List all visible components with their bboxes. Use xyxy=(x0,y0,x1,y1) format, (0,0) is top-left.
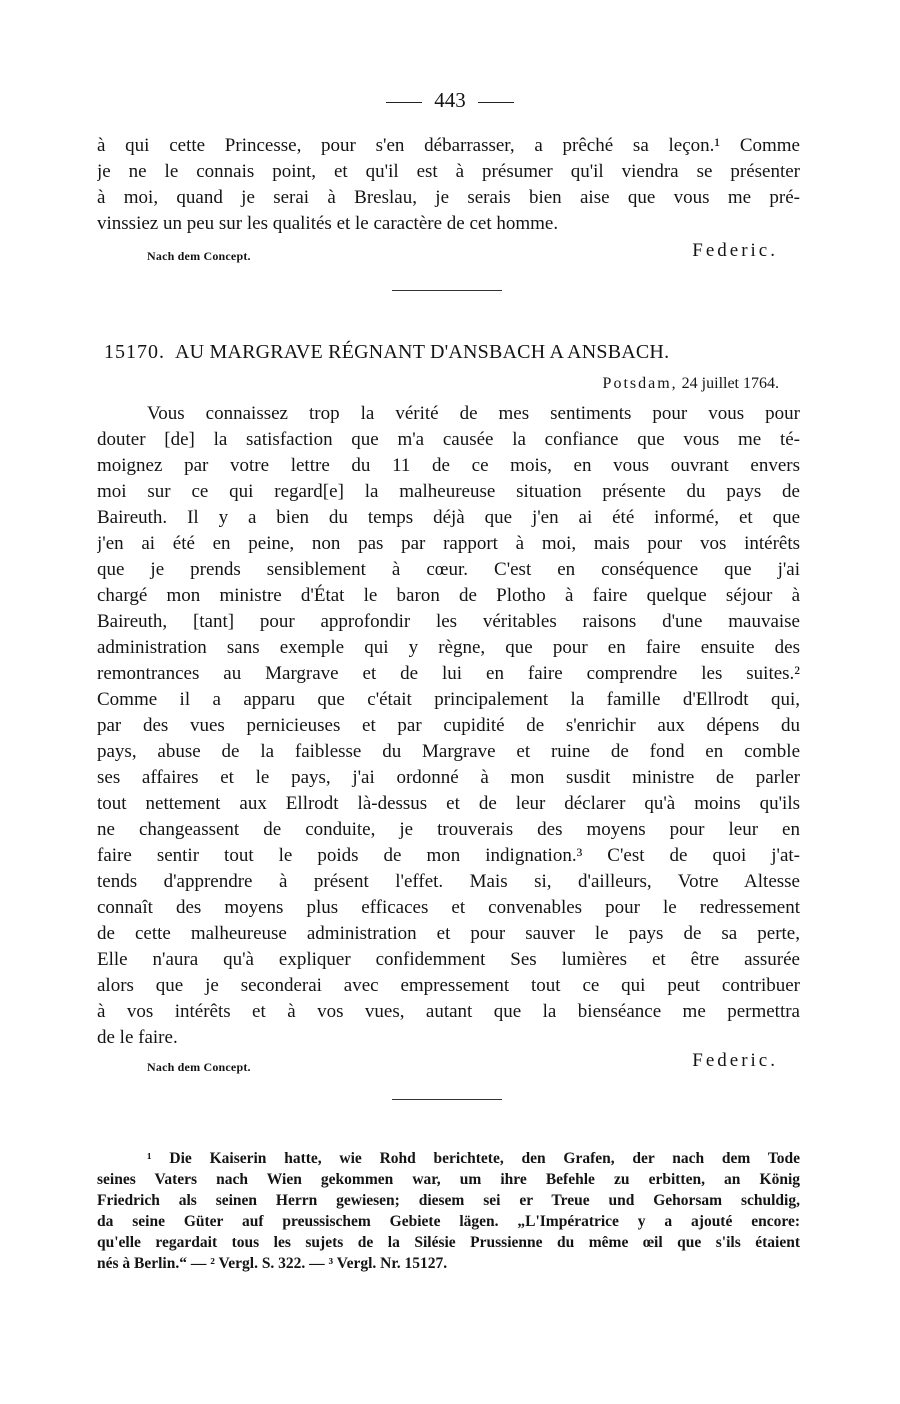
text-line: que je prends sensiblement à cœur. C'est en conséquence que j'ai xyxy=(97,559,800,580)
text-line: tout nettement aux Ellrodt là-dessus et de leur déclarer qu'à moins qu'ils xyxy=(97,793,800,814)
text-line: je ne le connais point, et qu'il est à présumer qu'il viendra se présenter xyxy=(97,161,800,182)
text-line: Baireuth. Il y a bien du temps déjà que j'en ai été informé, et que xyxy=(97,507,800,528)
letter-date: 24 juillet 1764. xyxy=(681,375,779,392)
text-line: chargé mon ministre d'État le baron de Plotho à faire quelque séjour à xyxy=(97,585,800,606)
text-line: j'en ai été en peine, non pas par rapport à moi, mais pour vos intérêts xyxy=(97,533,800,554)
page-number-text: 443 xyxy=(434,88,466,112)
signature: Federic. xyxy=(692,1050,778,1071)
source-note: Nach dem Concept. xyxy=(147,249,251,263)
text-line: administration sans exemple qui y règne, que pour en faire ensuite des xyxy=(97,637,800,658)
text-line: par des vues pernicieuses et par cupidité de s'enrichir aux dépens du xyxy=(97,715,800,736)
source-note: Nach dem Concept. xyxy=(147,1060,251,1074)
text-line: Baireuth, [tant] pour approfondir les véritables raisons d'une mauvaise xyxy=(97,611,800,632)
text-line: remontrances au Margrave et de lui en faire comprendre les suites.² xyxy=(97,663,800,684)
page-number-right-dash xyxy=(478,102,514,103)
page-number xyxy=(0,88,900,113)
footnote-line: da seine Güter auf preussischem Gebiete lägen. „L'Impératrice y a ajouté encore: xyxy=(97,1213,800,1230)
text-line: douter [de] la satisfaction que m'a causée la confiance que vous me té- xyxy=(97,429,800,450)
text-line: de cette malheureuse administration et pour sauver le pays de sa perte, xyxy=(97,923,800,944)
footnote-line: nés à Berlin.“ — ² Vergl. S. 322. — ³ Vergl. Nr. 15127. xyxy=(97,1255,448,1272)
text-line: tends d'apprendre à présent l'effet. Mais si, d'ailleurs, Votre Altesse xyxy=(97,871,800,892)
text-line: Elle n'aura qu'à expliquer confidemment Ses lumières et être assurée xyxy=(97,949,800,970)
text-line: pays, abuse de la faiblesse du Margrave et ruine de fond en comble xyxy=(97,741,800,762)
text-line: alors que je seconderai avec empressement tout ce qui peut contribuer xyxy=(97,975,800,996)
text-line: à qui cette Princesse, pour s'en débarrasser, a prêché sa leçon.¹ Comme xyxy=(97,135,800,156)
footnote-line: Friedrich als seinen Herrn gewiesen; diesem sei er Treue und Gehorsam schuldig, xyxy=(97,1192,800,1209)
text-line: à vos intérêts et à vos vues, autant que la bienséance me permettra xyxy=(97,1001,800,1022)
text-line: ne changeassent de conduite, je trouverais des moyens pour leur en xyxy=(97,819,800,840)
signature: Federic. xyxy=(692,240,778,261)
text-line: à moi, quand je serai à Breslau, je serais bien aise que vous me pré- xyxy=(97,187,800,208)
text-line: vinssiez un peu sur les qualités et le caractère de cet homme. xyxy=(97,213,559,234)
letter-number: 15170. xyxy=(104,341,165,363)
letter-body xyxy=(97,401,800,1051)
text-line: ses affaires et le pays, j'ai ordonné à mon susdit ministre de parler xyxy=(97,767,800,788)
footnotes xyxy=(97,1148,800,1274)
letter-place: Potsdam, xyxy=(602,375,678,392)
text-line: faire sentir tout le poids de mon indignation.³ C'est de quoi j'at- xyxy=(97,845,800,866)
letter-heading xyxy=(104,341,804,364)
continued-paragraph xyxy=(97,133,800,237)
letter-dateline xyxy=(603,375,779,393)
text-line: Comme il a apparu que c'était principalement la famille d'Ellrodt qui, xyxy=(97,689,800,710)
section-divider xyxy=(392,290,502,291)
section-divider xyxy=(392,1099,502,1100)
footnote-line: ¹ Die Kaiserin hatte, wie Rohd berichtete, den Grafen, der nach dem Tode xyxy=(147,1150,800,1167)
text-line: de le faire. xyxy=(97,1027,178,1048)
text-line: moi sur ce qui regard[e] la malheureuse situation présente du pays de xyxy=(97,481,800,502)
text-line: connaît des moyens plus efficaces et convenables pour le redressement xyxy=(97,897,800,918)
text-line: Vous connaissez trop la vérité de mes sentiments pour vous pour xyxy=(147,403,800,424)
letter-title: AU MARGRAVE RÉGNANT D'ANSBACH A ANSBACH. xyxy=(175,341,670,363)
footnote-line: seines Vaters nach Wien gekommen war, um ihre Befehle zu erbitten, an König xyxy=(97,1171,800,1188)
text-line: moignez par votre lettre du 11 de ce mois, en vous ouvrant envers xyxy=(97,455,800,476)
page-number-left-dash xyxy=(386,102,422,103)
footnote-line: qu'elle regardait tous les sujets de la Silésie Prussienne du même œil que s'ils étaient xyxy=(97,1234,800,1251)
